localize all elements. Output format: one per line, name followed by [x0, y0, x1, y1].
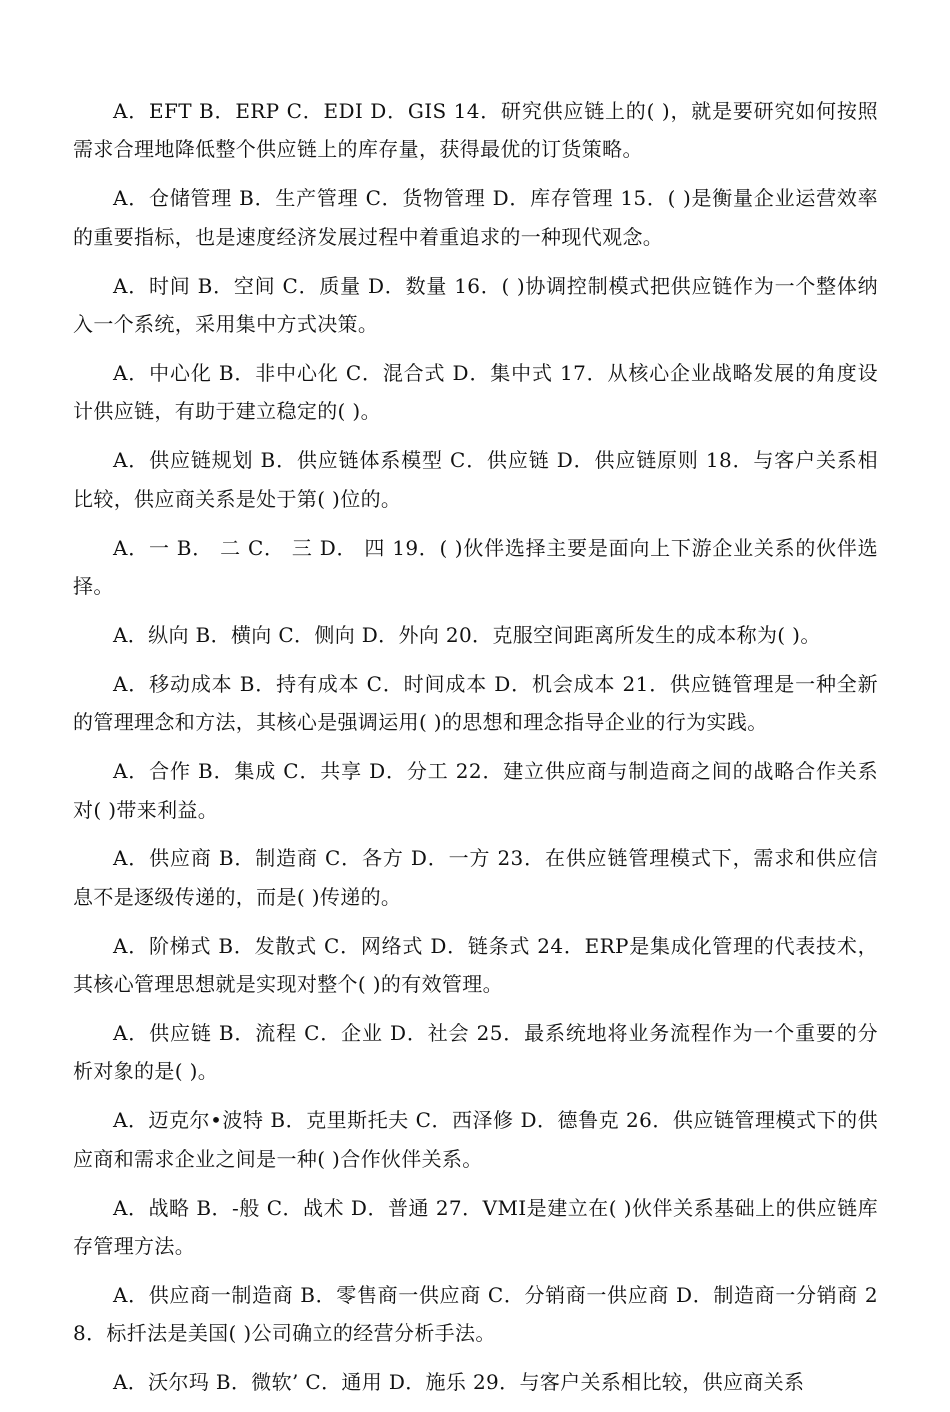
question-paragraph: A．供应商一制造商 B．零售商一供应商 C．分销商一供应商 D．制造商一分销商 28．标扦法是美国( )公司确立的经营分析手法。 — [73, 1282, 878, 1346]
question-paragraph: A．时间 B．空间 C．质量 D．数量 16．( )协调控制模式把供应链作为一个整体纳入一个系统，采用集中方式决策。 — [73, 273, 878, 337]
document-page — [73, 92, 878, 1412]
question-paragraph: A．纵向 B．横向 C．侧向 D．外向 20．克服空间距离所发生的成本称为( )。 — [113, 622, 821, 647]
question-paragraph: A．供应商 B．制造商 C．各方 D．一方 23．在供应链管理模式下，需求和供应信息不是逐级传递的，而是( )传递的。 — [73, 846, 878, 909]
question-paragraph: A．供应链规划 B．供应链体系模型 C．供应链 D．供应链原则 18．与客户关系相比较，供应商关系是处于第( )位的。 — [73, 448, 878, 511]
question-paragraph: A．迈克尔•波特 B．克里斯托夫 C．西泽修 D．德鲁克 26．供应链管理模式下的供应商和需求企业之间是一种( )合作伙伴关系。 — [73, 1108, 878, 1171]
question-paragraph: A．阶梯式 B．发散式 C．网络式 D．链条式 24．ERP是集成化管理的代表技术，其核心管理思想就是实现对整个( )的有效管理。 — [73, 933, 878, 997]
question-paragraph: A．供应链 B．流程 C．企业 D．社会 25．最系统地将业务流程作为一个重要的分析对象的是( )。 — [73, 1021, 878, 1084]
question-paragraph: A．移动成本 B．持有成本 C．时间成本 D．机会成本 21．供应链管理是一种全新的管理理念和方法，其核心是强调运用( )的思想和理念指导企业的行为实践。 — [73, 671, 878, 735]
question-paragraph: A．沃尔玛 B．微软’ C．通用 D．施乐 29．与客户关系相比较，供应商关系 — [113, 1370, 805, 1395]
question-paragraph: A．合作 B．集成 C．共享 D．分工 22．建立供应商与制造商之间的战略合作关系对( )带来利益。 — [73, 759, 878, 822]
question-paragraph: A．EFT B．ERP C．EDI D．GIS 14．研究供应链上的( )，就是要研究如何按照需求合理地降低整个供应链上的库存量，获得最优的订货策略。 — [73, 99, 878, 162]
question-paragraph: A．仓储管理 B．生产管理 C．货物管理 D．库存管理 15．( )是衡量企业运营效率的重要指标，也是速度经济发展过程中着重追求的一种现代观念。 — [73, 186, 878, 249]
question-paragraph: A．一 B． 二 C． 三 D． 四 19．( )伙伴选择主要是面向上下游企业关系的伙伴选择。 — [73, 535, 878, 598]
question-paragraph: A．战略 B．-般 C．战术 D．普通 27．VMI是建立在( )伙伴关系基础上的供应链库存管理方法。 — [73, 1195, 878, 1259]
question-paragraph: A．中心化 B．非中心化 C．混合式 D．集中式 17．从核心企业战略发展的角度设计供应链，有助于建立稳定的( )。 — [73, 360, 878, 424]
